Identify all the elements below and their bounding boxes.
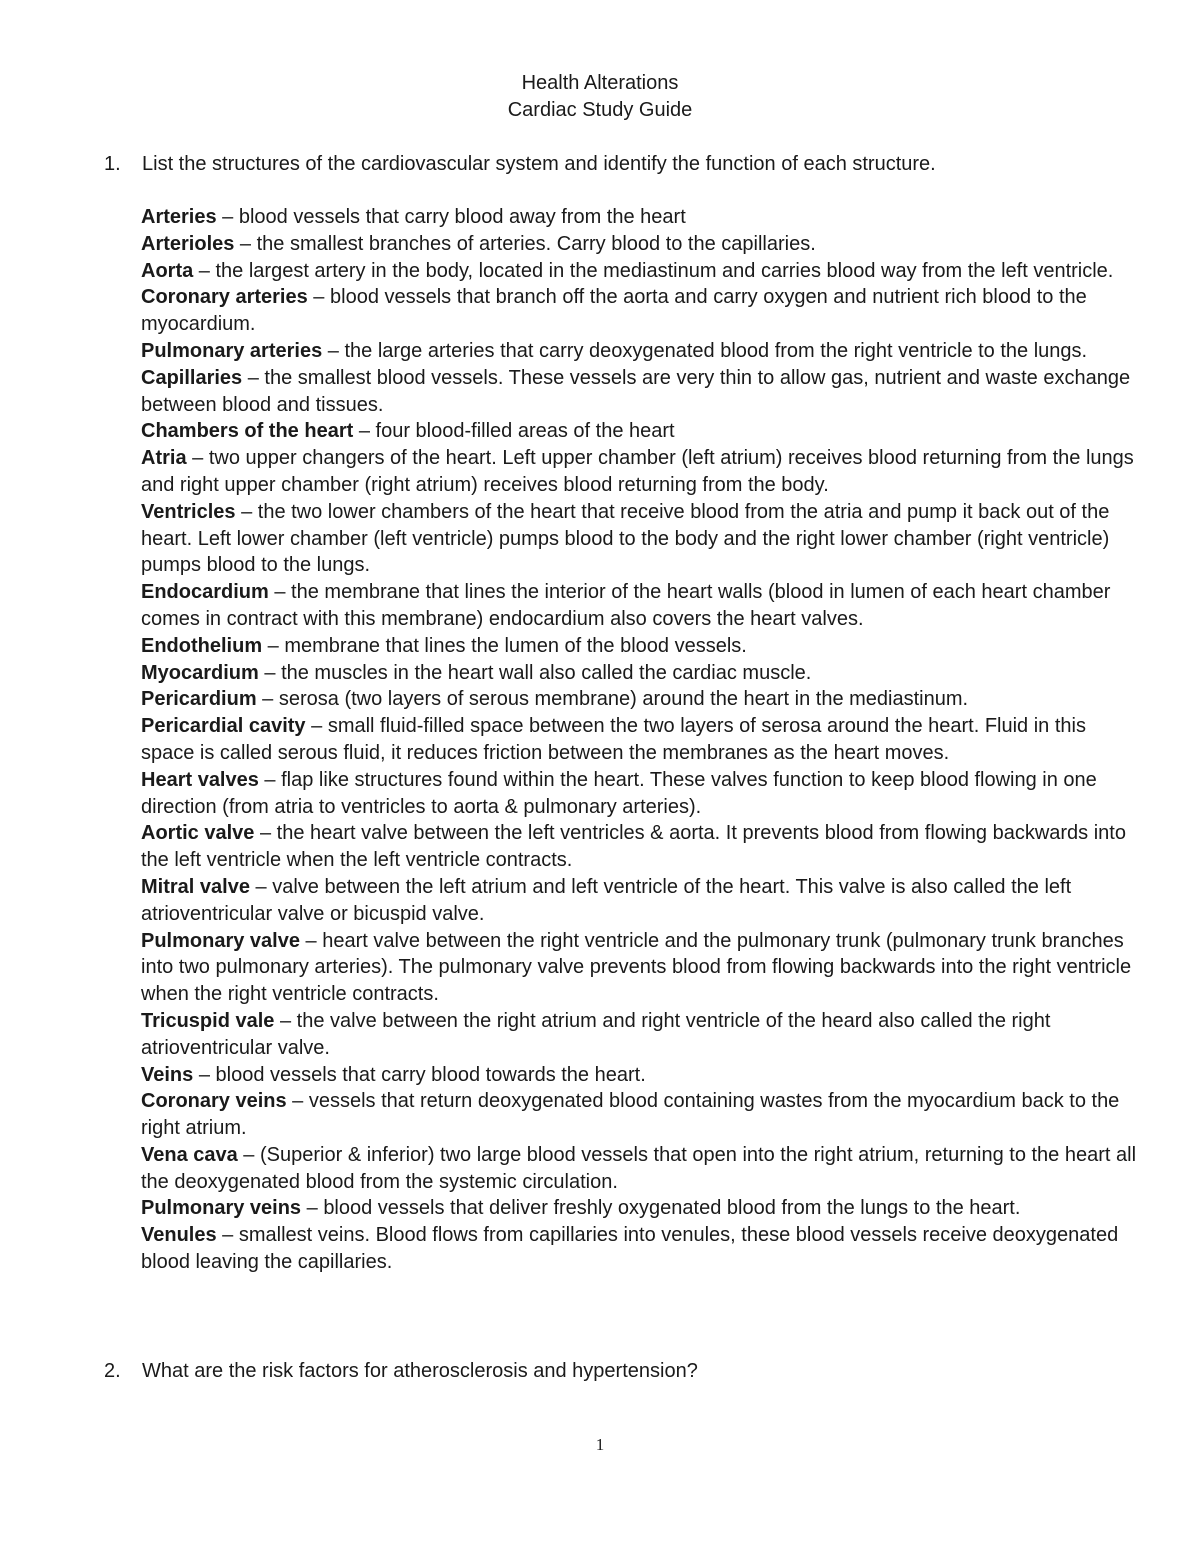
term-definition: the heart valve between the left ventricles & aorta. It prevents blood from flowing backwards into the left ventricle when the left ventricle contracts. bbox=[141, 822, 1126, 872]
term-separator: – bbox=[274, 1009, 297, 1032]
document-title: Health Alterations bbox=[521, 72, 679, 94]
term-name: Myocardium bbox=[141, 661, 259, 684]
term-separator: – bbox=[258, 661, 282, 684]
term-definition: small fluid-filled space between the two layers of serosa around the heart. Fluid in this space is called serous fluid, it reduces friction between the membranes as the heart moves. bbox=[141, 715, 1086, 764]
term-definition: blood vessels that carry blood towards the heart. bbox=[215, 1063, 646, 1086]
term-entry bbox=[141, 579, 1141, 633]
term-definition: two upper changers of the heart. Left upper chamber (left atrium) receives blood returning from the lungs and right upper chamber (right atrium) receives blood returning from the body. bbox=[141, 447, 1134, 496]
page-number: 1 bbox=[595, 1435, 605, 1454]
term-entry bbox=[141, 713, 1141, 767]
term-name: Arterioles bbox=[141, 232, 235, 255]
term-separator: – bbox=[242, 366, 265, 389]
term-entry bbox=[141, 499, 1141, 579]
terms-list bbox=[141, 204, 1141, 1276]
term-separator: – bbox=[235, 500, 258, 523]
term-name: Aorta bbox=[141, 259, 194, 282]
term-definition: the two lower chambers of the heart that receive blood from the atria and pump it back out of the heart. Left lower chamber (left ventricle) pumps blood to the body and the right lower chamber (right ventricle) pumps blood to the lungs. bbox=[141, 500, 1110, 577]
term-name: Coronary arteries bbox=[141, 286, 308, 309]
question-1 bbox=[104, 151, 1144, 178]
term-definition: the smallest blood vessels. These vessels are very thin to allow gas, nutrient and waste exchange between blood and tissues. bbox=[141, 366, 1131, 416]
term-name: Endocardium bbox=[141, 581, 269, 604]
term-name: Pulmonary valve bbox=[141, 929, 300, 952]
term-separator: – bbox=[307, 286, 330, 309]
term-separator: – bbox=[301, 1197, 324, 1220]
term-definition: valve between the left atrium and left ventricle of the heart. This valve is also called the left atrioventricular valve or bicuspid valve. bbox=[141, 875, 1072, 925]
term-definition: the valve between the right atrium and right ventricle of the heard also called the right atrioventricular valve. bbox=[141, 1009, 1051, 1059]
term-separator: – bbox=[256, 688, 279, 711]
question-1-number: 1. bbox=[104, 153, 121, 175]
term-separator: – bbox=[305, 715, 328, 738]
term-separator: – bbox=[299, 929, 323, 952]
term-definition: four blood-filled areas of the heart bbox=[375, 420, 675, 443]
term-separator: – bbox=[234, 232, 257, 255]
term-entry bbox=[141, 204, 1141, 231]
term-name: Aortic valve bbox=[141, 822, 255, 845]
term-name: Pulmonary arteries bbox=[141, 339, 323, 362]
term-definition: smallest veins. Blood flows from capillaries into venules, these blood vessels receive deoxygenated blood leaving the capillaries. bbox=[141, 1224, 1119, 1274]
term-name: Pericardium bbox=[141, 688, 257, 711]
term-name: Endothelium bbox=[141, 634, 263, 657]
term-entry bbox=[141, 418, 1141, 445]
term-definition: vessels that return deoxygenated blood containing wastes from the myocardium back to the right atrium. bbox=[141, 1090, 1120, 1140]
term-entry bbox=[141, 1222, 1141, 1276]
term-entry bbox=[141, 1008, 1141, 1062]
term-definition: blood vessels that deliver freshly oxygenated blood from the lungs to the heart. bbox=[323, 1197, 1021, 1220]
term-definition: flap like structures found within the heart. These valves function to keep blood flowing in one direction (from atria to ventricles to aorta & pulmonary arteries). bbox=[141, 768, 1097, 818]
term-entry bbox=[141, 874, 1141, 928]
term-definition: heart valve between the right ventricle and the pulmonary trunk (pulmonary trunk branches into two pulmonary arteries). The pulmonary valve prevents blood from flowing backwards into the right ventricle when the right ventricle contracts. bbox=[141, 929, 1132, 1006]
term-entry bbox=[141, 767, 1141, 821]
term-name: Arteries bbox=[141, 206, 217, 228]
term-definition: blood vessels that branch off the aorta and carry oxygen and nutrient rich blood to the myocardium. bbox=[141, 286, 1087, 336]
term-separator: – bbox=[254, 822, 277, 845]
term-separator: – bbox=[186, 447, 209, 470]
term-name: Ventricles bbox=[141, 500, 236, 523]
term-entry bbox=[141, 338, 1141, 365]
term-entry bbox=[141, 633, 1141, 660]
term-name: Pulmonary veins bbox=[141, 1197, 302, 1220]
term-definition: membrane that lines the lumen of the blood vessels. bbox=[284, 634, 747, 657]
term-name: Venules bbox=[141, 1224, 217, 1247]
term-separator: – bbox=[258, 768, 282, 791]
term-name: Tricuspid vale bbox=[141, 1009, 275, 1032]
term-name: Pericardial cavity bbox=[141, 715, 306, 738]
term-definition: blood vessels that carry blood away from the heart bbox=[238, 206, 686, 228]
term-separator: – bbox=[353, 420, 376, 443]
term-separator: – bbox=[216, 206, 239, 228]
term-definition: serosa (two layers of serous membrane) around the heart in the mediastinum. bbox=[278, 688, 969, 711]
term-definition: the membrane that lines the interior of the heart walls (blood in lumen of each heart chamber comes in contract with this membrane) endocardium also covers the heart valves. bbox=[141, 581, 1111, 630]
term-entry bbox=[141, 820, 1141, 874]
term-entry bbox=[141, 1142, 1141, 1196]
term-definition: the large arteries that carry deoxygenated blood from the right ventricle to the lungs. bbox=[344, 339, 1088, 362]
term-name: Vena cava bbox=[141, 1143, 238, 1166]
term-definition: the muscles in the heart wall also called the cardiac muscle. bbox=[281, 661, 812, 684]
term-entry bbox=[141, 231, 1141, 258]
term-name: Coronary veins bbox=[141, 1090, 287, 1113]
term-separator: – bbox=[216, 1224, 239, 1247]
term-separator: – bbox=[249, 875, 273, 898]
question-2-number: 2. bbox=[104, 1360, 121, 1382]
term-entry bbox=[141, 928, 1141, 1008]
term-entry bbox=[141, 660, 1141, 687]
term-entry bbox=[141, 284, 1141, 338]
term-name: Veins bbox=[141, 1063, 194, 1086]
term-name: Heart valves bbox=[141, 768, 259, 791]
term-separator: – bbox=[286, 1090, 309, 1113]
question-1-text: List the structures of the cardiovascular system and identify the function of each structure. bbox=[142, 153, 936, 175]
term-entry bbox=[141, 365, 1141, 419]
term-separator: – bbox=[193, 1063, 216, 1086]
term-name: Chambers of the heart bbox=[141, 420, 354, 443]
term-separator: – bbox=[268, 581, 292, 604]
term-name: Capillaries bbox=[141, 366, 243, 389]
term-separator: – bbox=[237, 1143, 260, 1166]
term-definition: the largest artery in the body, located in the mediastinum and carries blood way from the left ventricle. bbox=[215, 259, 1114, 282]
term-separator: – bbox=[322, 339, 345, 362]
term-definition: the smallest branches of arteries. Carry blood to the capillaries. bbox=[256, 232, 816, 255]
term-entry bbox=[141, 686, 1141, 713]
question-2 bbox=[104, 1358, 1144, 1385]
term-entry bbox=[141, 1062, 1141, 1089]
term-separator: – bbox=[262, 634, 285, 657]
term-entry bbox=[141, 445, 1141, 499]
term-entry bbox=[141, 258, 1141, 285]
document-subtitle: Cardiac Study Guide bbox=[507, 99, 693, 121]
term-separator: – bbox=[193, 259, 216, 282]
question-2-text: What are the risk factors for atherosclerosis and hypertension? bbox=[142, 1360, 698, 1382]
term-name: Mitral valve bbox=[141, 875, 250, 898]
term-name: Atria bbox=[141, 447, 187, 470]
term-entry bbox=[141, 1195, 1141, 1222]
term-entry bbox=[141, 1088, 1141, 1142]
term-definition: (Superior & inferior) two large blood vessels that open into the right atrium, returning to the heart all the deoxygenated blood from the systemic circulation. bbox=[141, 1143, 1137, 1193]
